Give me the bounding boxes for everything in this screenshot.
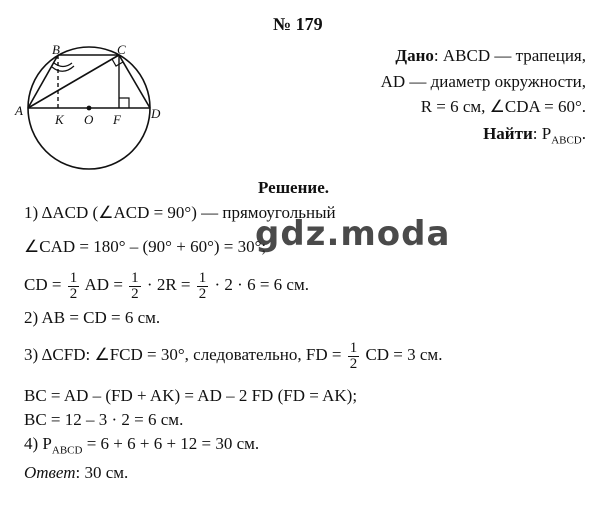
step-5-b: CD = 3 см.: [365, 345, 443, 364]
given-line-2: AD — диаметр окружности,: [380, 72, 586, 91]
fraction-1-den: 2: [69, 285, 78, 302]
watermark-text: gdz.moda: [255, 214, 451, 254]
solution-title: Решение.: [258, 178, 329, 197]
step-8-sub: ABCD: [51, 444, 83, 457]
fraction-4: [348, 341, 360, 372]
step-3-b: AD =: [84, 275, 123, 294]
label-k: K: [55, 112, 64, 127]
step-3: [24, 268, 309, 302]
find-line: [483, 124, 586, 150]
step-1: 1) ΔACD (∠ACD = 90°) — прямоугольный: [24, 203, 336, 222]
fraction-2-den: 2: [131, 285, 139, 302]
find-text: : P: [532, 124, 552, 143]
label-a: A: [15, 103, 23, 118]
given-line-3: R = 6 см, ∠CDA = 60°.: [420, 97, 586, 116]
step-5: [24, 338, 442, 372]
step-7: BC = 12 – 3 · 2 = 6 см.: [24, 410, 184, 429]
fraction-4-num: 1: [349, 339, 358, 356]
fraction-1-num: 1: [69, 269, 78, 286]
fraction-3-den: 2: [198, 285, 207, 302]
step-8-a: 4) P: [24, 434, 52, 453]
fraction-4-den: 2: [349, 355, 358, 372]
label-c: C: [117, 42, 126, 57]
given-line-1: [395, 46, 586, 66]
diagonal-ac: [28, 55, 119, 108]
fraction-2-num: 1: [131, 269, 139, 286]
find-label: Найти: [483, 124, 533, 143]
label-d: D: [151, 106, 161, 121]
step-3-a: CD =: [24, 275, 62, 294]
problem-number: № 179: [273, 14, 323, 34]
step-2: ∠CAD = 180° – (90° + 60°) = 30°;: [24, 237, 267, 256]
find-end: .: [581, 124, 586, 143]
step-8-b: = 6 + 6 + 6 + 12 = 30 см.: [82, 434, 260, 453]
right-angle-f: [119, 98, 129, 108]
find-sub: ABCD: [551, 134, 582, 147]
step-4: 2) AB = CD = 6 см.: [24, 308, 161, 327]
answer-label: Ответ: [24, 463, 76, 482]
answer-value: : 30 см.: [75, 463, 129, 482]
given-text-1: : ABCD — трапеция,: [433, 46, 586, 65]
label-f: F: [113, 112, 121, 127]
step-3-c: · 2R =: [146, 275, 191, 294]
step-6: BC = AD – (FD + AK) = AD – 2 FD (FD = AK);: [24, 386, 358, 405]
given-label: Дано: [395, 46, 434, 65]
step-5-a: 3) ΔCFD: ∠FCD = 30°, следовательно, FD =: [24, 345, 342, 364]
step-8: [24, 434, 259, 460]
angle-arc-b: [54, 63, 72, 67]
side-cd: [119, 55, 150, 108]
label-b: B: [52, 42, 60, 57]
fraction-1: [68, 271, 80, 302]
fraction-3: [197, 271, 209, 302]
step-3-d: · 2 · 6 = 6 см.: [214, 275, 309, 294]
label-o: O: [84, 112, 94, 127]
fraction-3-num: 1: [198, 269, 207, 286]
fraction-2: [129, 271, 141, 302]
answer-line: [24, 463, 128, 483]
